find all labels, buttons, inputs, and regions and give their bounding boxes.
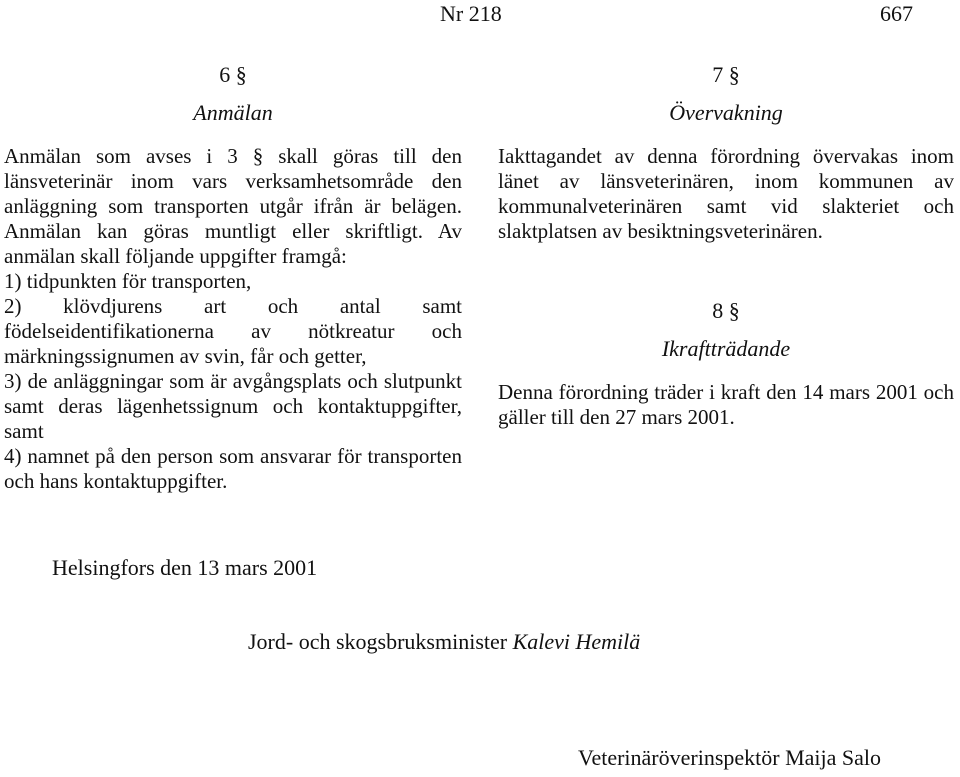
- right-column: [498, 56, 954, 430]
- page-number: 667: [880, 1, 913, 26]
- minister-title: Jord- och skogsbruksminister: [248, 629, 508, 654]
- minister-name: Kalevi Hemilä: [512, 629, 641, 654]
- issue-number: Nr 218: [440, 1, 502, 26]
- list-item: 1) tidpunkten för transporten,: [4, 269, 252, 293]
- section-6-number: 6 §: [219, 62, 247, 87]
- minister-signature: [248, 629, 640, 655]
- section-7-title: Övervakning: [669, 100, 783, 125]
- left-column: [4, 56, 462, 494]
- section-8-paragraph: Denna förordning träder i kraft den 14 mars 2001 och gäller till den 27 mars 2001.: [498, 380, 954, 429]
- section-7-paragraph: Iakttagandet av denna förordning övervakas inom länet av länsveterinären, inom kommunen av kommunalveterinären samt vid slakteriet och slaktplatsen av besiktningsveterinären.: [498, 144, 954, 243]
- list-item: 3) de anläggningar som är avgångsplats och slutpunkt samt deras lägenhetssignum och kontaktuppgifter, samt: [4, 369, 462, 443]
- inspector-signature: Veterinäröverinspektör Maija Salo: [578, 745, 882, 770]
- section-8-title: Ikraftträdande: [661, 336, 791, 361]
- list-item: 4) namnet på den person som ansvarar för transporten och hans kontaktuppgifter.: [4, 444, 462, 493]
- section-8-number: 8 §: [712, 298, 740, 323]
- place-and-date: Helsingfors den 13 mars 2001: [52, 555, 318, 580]
- section-6-paragraph: Anmälan som avses i 3 § skall göras till den länsveterinär inom vars verksamhetsområde den anläggning som transporten utgår ifrån är belägen. Anmälan kan göras muntligt eller skriftligt. Av anmälan skall följande uppgifter framgå:: [4, 144, 462, 268]
- section-6-title: Anmälan: [193, 100, 273, 125]
- page-header: [0, 0, 960, 30]
- section-6-list: [4, 269, 462, 494]
- section-7-number: 7 §: [712, 62, 740, 87]
- list-item: 2) klövdjurens art och antal samt födelseidentifikationerna av nötkreatur och märkningssignumen av svin, får och getter,: [4, 294, 462, 368]
